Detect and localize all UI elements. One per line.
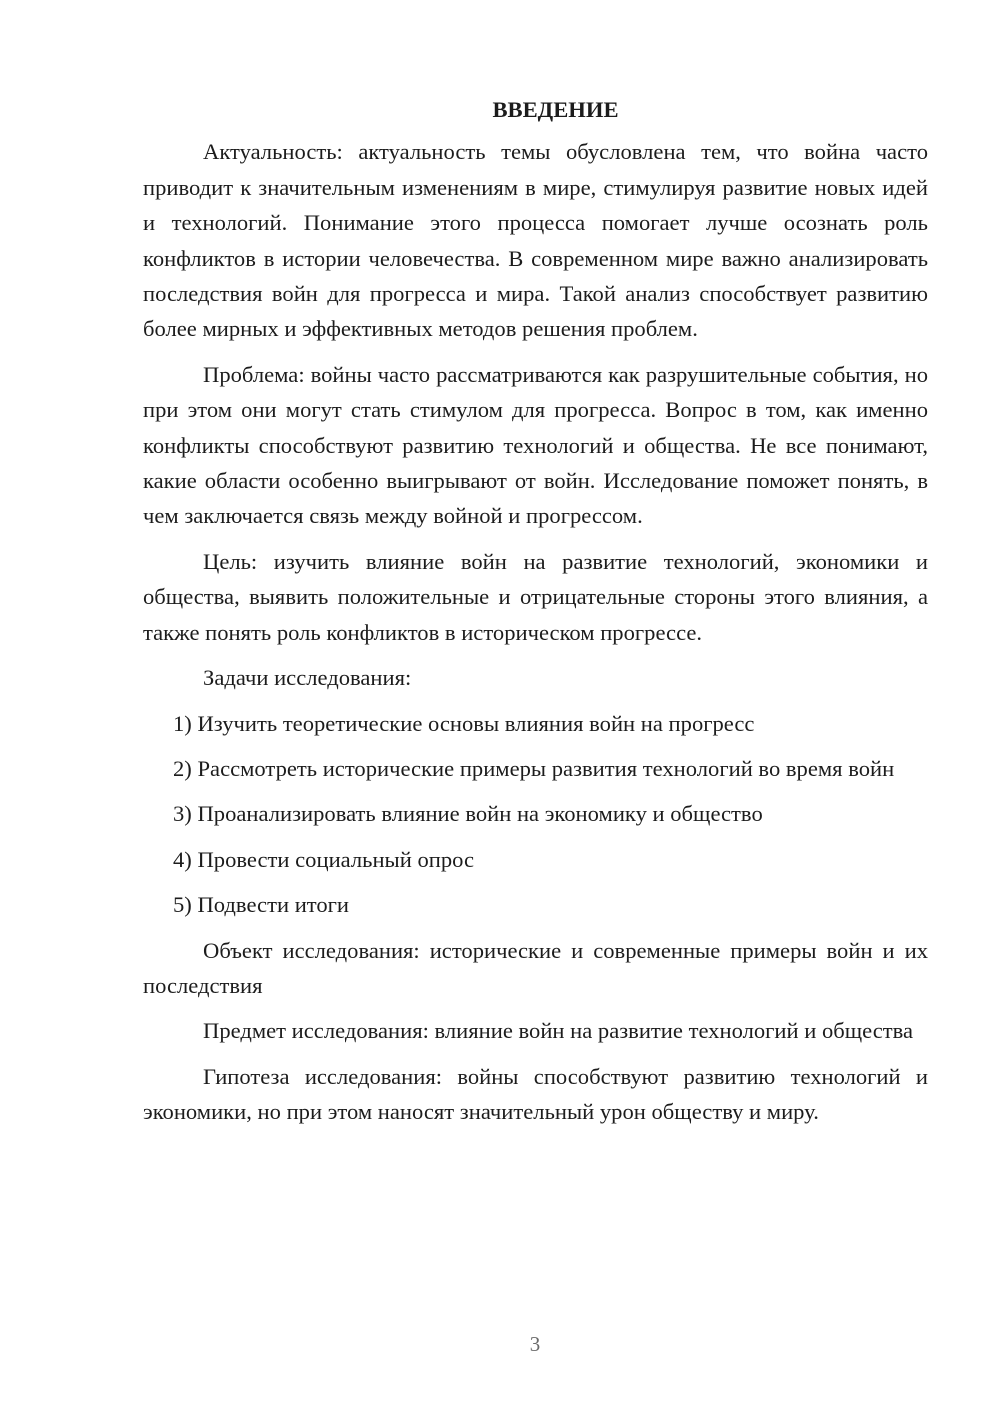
page-number: 3 [529,1332,541,1356]
tasks-list [143,706,928,923]
paragraph-hypothesis: Гипотеза исследования: войны способствуют развитию технологий и экономики, но при этом наносят значительный урон обществу и миру. [143,1063,928,1125]
tasks-heading: Задачи исследования: [203,665,412,691]
paragraph-goal: Цель: изучить влияние войн на развитие технологий, экономики и общества, выявить положительные и отрицательные стороны этого влияния, а также понять роль конфликтов в историческом прогрессе. [143,548,928,645]
page-title: ВВЕДЕНИЕ [492,97,619,122]
list-item: 4) Провести социальный опрос [173,846,475,872]
paragraph-subject: Предмет исследования: влияние войн на развитие технологий и общества [203,1018,914,1044]
paragraph-object: Объект исследования: исторические и современные примеры войн и их последствия [143,937,928,998]
paragraph-relevance: Актуальность: актуальность темы обусловлена тем, что война часто приводит к значительным изменениям в мире, стимулируя развитие новых идей и технологий. Понимание этого процесса помогает лучше осознать роль конфликтов в истории человечества. В современном мире важно анализировать последствия войн для прогресса и мира. Такой анализ способствует развитию более мирных и эффективных методов решения проблем. [143,139,928,342]
document-page [143,92,928,1140]
paragraph-problem: Проблема: войны часто рассматриваются как разрушительные события, но при этом они могут стать стимулом для прогресса. Вопрос в том, как именно конфликты способствуют развитию технологий и общества. Не все понимают, какие области особенно выигрывают от войн. Исследование поможет понять, в чем заключается связь между войной и прогрессом. [143,361,928,529]
list-item: 5) Подвести итоги [173,892,350,918]
list-item: 2) Рассмотреть исторические примеры развития технологий во время войн [173,755,895,781]
list-item: 1) Изучить теоретические основы влияния войн на прогресс [173,710,755,736]
list-item: 3) Проанализировать влияние войн на экономику и общество [173,801,763,827]
